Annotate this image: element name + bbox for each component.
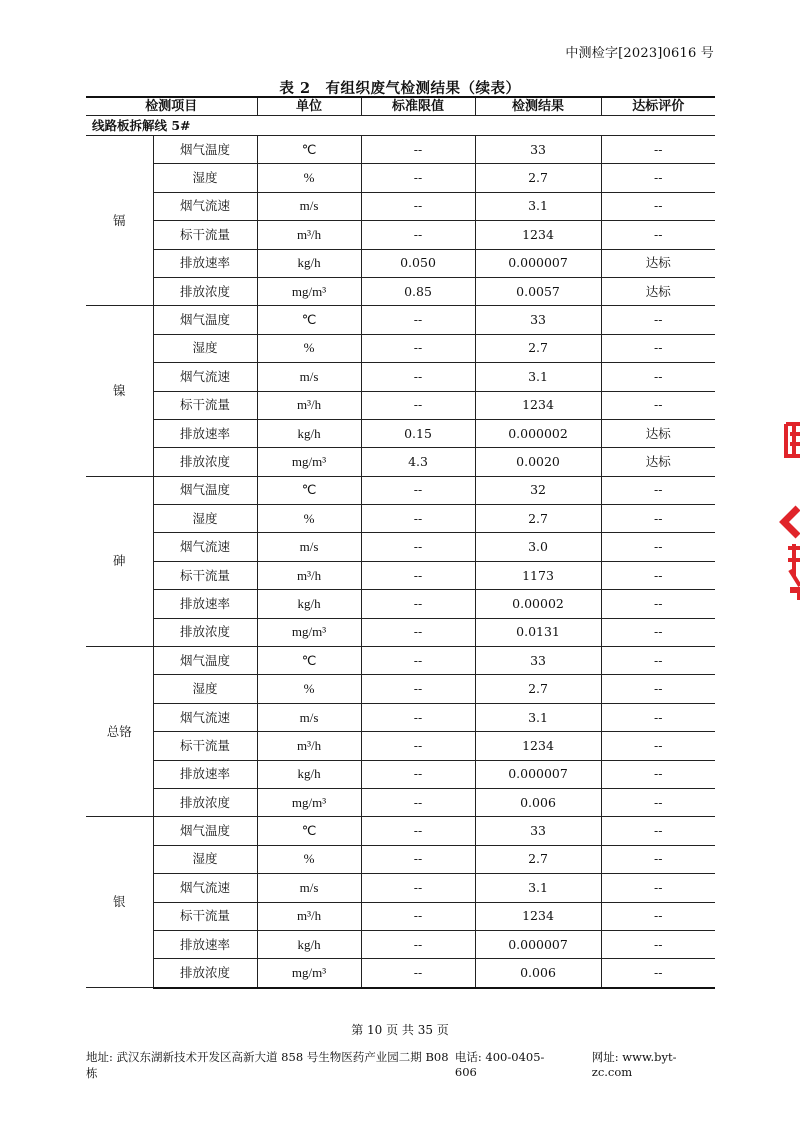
eval-cell: -- xyxy=(601,476,715,504)
table-row xyxy=(86,930,715,958)
element-name: 银 xyxy=(86,817,153,988)
limit-cell: -- xyxy=(361,817,475,845)
measure-item: 标干流量 xyxy=(153,221,257,249)
table-row xyxy=(86,476,715,504)
limit-cell: 4.3 xyxy=(361,448,475,476)
footer-phone: 电话: 400-0405-606 xyxy=(454,1050,545,1079)
eval-cell: 达标 xyxy=(601,277,715,305)
page-footer xyxy=(86,1049,714,1081)
measure-item: 烟气流速 xyxy=(153,874,257,902)
result-cell: 1234 xyxy=(475,732,601,760)
eval-cell: -- xyxy=(601,590,715,618)
eval-cell: -- xyxy=(601,505,715,533)
eval-cell: -- xyxy=(601,192,715,220)
element-name: 镍 xyxy=(86,306,153,476)
limit-cell: -- xyxy=(361,959,475,988)
measure-item: 排放浓度 xyxy=(153,959,257,988)
col-header-eval: 达标评价 xyxy=(601,97,715,116)
result-cell: 0.0057 xyxy=(475,277,601,305)
eval-cell: -- xyxy=(601,959,715,988)
table-row xyxy=(86,391,715,419)
limit-cell: 0.050 xyxy=(361,249,475,277)
unit-cell: kg/h xyxy=(257,590,361,618)
unit-cell: kg/h xyxy=(257,760,361,788)
unit-cell: m³/h xyxy=(257,902,361,930)
unit-cell: ℃ xyxy=(257,476,361,504)
limit-cell: -- xyxy=(361,533,475,561)
measure-item: 烟气温度 xyxy=(153,306,257,334)
limit-cell: -- xyxy=(361,760,475,788)
results-table xyxy=(86,96,715,989)
table-row xyxy=(86,192,715,220)
table-row xyxy=(86,703,715,731)
result-cell: 32 xyxy=(475,476,601,504)
table-row xyxy=(86,249,715,277)
unit-cell: m³/h xyxy=(257,561,361,589)
limit-cell: -- xyxy=(361,703,475,731)
unit-cell: mg/m³ xyxy=(257,448,361,476)
measure-item: 标干流量 xyxy=(153,561,257,589)
limit-cell: -- xyxy=(361,363,475,391)
result-cell: 3.0 xyxy=(475,533,601,561)
element-name: 砷 xyxy=(86,476,153,646)
eval-cell: -- xyxy=(601,675,715,703)
measure-item: 湿度 xyxy=(153,164,257,192)
measure-item: 烟气温度 xyxy=(153,476,257,504)
result-cell: 0.00002 xyxy=(475,590,601,618)
unit-cell: m/s xyxy=(257,874,361,902)
result-cell: 2.7 xyxy=(475,675,601,703)
limit-cell: -- xyxy=(361,647,475,675)
measure-item: 排放速率 xyxy=(153,419,257,447)
table-row xyxy=(86,505,715,533)
table-row xyxy=(86,221,715,249)
result-cell: 0.006 xyxy=(475,788,601,816)
eval-cell: -- xyxy=(601,533,715,561)
eval-cell: -- xyxy=(601,334,715,362)
eval-cell: 达标 xyxy=(601,448,715,476)
measure-item: 排放浓度 xyxy=(153,788,257,816)
table-body xyxy=(86,116,715,988)
eval-cell: -- xyxy=(601,703,715,731)
limit-cell: -- xyxy=(361,930,475,958)
eval-cell: -- xyxy=(601,164,715,192)
result-cell: 3.1 xyxy=(475,874,601,902)
unit-cell: % xyxy=(257,675,361,703)
limit-cell: 0.15 xyxy=(361,419,475,447)
eval-cell: -- xyxy=(601,874,715,902)
table-row xyxy=(86,788,715,816)
measure-item: 标干流量 xyxy=(153,902,257,930)
result-cell: 33 xyxy=(475,306,601,334)
limit-cell: -- xyxy=(361,618,475,646)
unit-cell: m/s xyxy=(257,192,361,220)
table-row xyxy=(86,902,715,930)
limit-cell: -- xyxy=(361,788,475,816)
limit-cell: -- xyxy=(361,590,475,618)
result-cell: 1173 xyxy=(475,561,601,589)
col-header-item: 检测项目 xyxy=(86,97,257,116)
measure-item: 湿度 xyxy=(153,675,257,703)
measure-item: 排放浓度 xyxy=(153,277,257,305)
result-cell: 0.000007 xyxy=(475,760,601,788)
table-row xyxy=(86,334,715,362)
eval-cell: -- xyxy=(601,391,715,419)
table-row xyxy=(86,448,715,476)
line-label-row xyxy=(86,116,715,136)
unit-cell: kg/h xyxy=(257,930,361,958)
seal-fragment-icon xyxy=(776,420,800,600)
measure-item: 烟气温度 xyxy=(153,136,257,164)
result-cell: 1234 xyxy=(475,391,601,419)
unit-cell: mg/m³ xyxy=(257,788,361,816)
eval-cell: -- xyxy=(601,221,715,249)
unit-cell: % xyxy=(257,845,361,873)
table-title: 表 2 有组织废气检测结果（续表） xyxy=(279,80,521,97)
unit-cell: kg/h xyxy=(257,419,361,447)
limit-cell: -- xyxy=(361,561,475,589)
measure-item: 湿度 xyxy=(153,334,257,362)
unit-cell: m³/h xyxy=(257,221,361,249)
table-row xyxy=(86,306,715,334)
limit-cell: -- xyxy=(361,476,475,504)
unit-cell: m/s xyxy=(257,703,361,731)
measure-item: 排放浓度 xyxy=(153,618,257,646)
eval-cell: 达标 xyxy=(601,419,715,447)
limit-cell: 0.85 xyxy=(361,277,475,305)
measure-item: 烟气温度 xyxy=(153,817,257,845)
table-row xyxy=(86,647,715,675)
footer-website: 网址: www.byt-zc.com xyxy=(591,1050,677,1079)
unit-cell: mg/m³ xyxy=(257,959,361,988)
line-label: 线路板拆解线 5# xyxy=(86,116,715,136)
unit-cell: kg/h xyxy=(257,249,361,277)
measure-item: 湿度 xyxy=(153,845,257,873)
unit-cell: mg/m³ xyxy=(257,277,361,305)
result-cell: 0.0131 xyxy=(475,618,601,646)
result-cell: 0.000007 xyxy=(475,930,601,958)
result-cell: 2.7 xyxy=(475,334,601,362)
result-cell: 33 xyxy=(475,817,601,845)
limit-cell: -- xyxy=(361,874,475,902)
unit-cell: ℃ xyxy=(257,817,361,845)
unit-cell: m³/h xyxy=(257,732,361,760)
result-cell: 2.7 xyxy=(475,505,601,533)
result-cell: 2.7 xyxy=(475,845,601,873)
unit-cell: m/s xyxy=(257,533,361,561)
table-row xyxy=(86,363,715,391)
eval-cell: -- xyxy=(601,561,715,589)
eval-cell: -- xyxy=(601,902,715,930)
col-header-result: 检测结果 xyxy=(475,97,601,116)
result-cell: 3.1 xyxy=(475,703,601,731)
eval-cell: 达标 xyxy=(601,249,715,277)
unit-cell: ℃ xyxy=(257,306,361,334)
report-number: 中测检字[2023]0616 号 xyxy=(565,46,714,61)
result-cell: 0.000007 xyxy=(475,249,601,277)
element-name: 总铬 xyxy=(86,647,153,817)
measure-item: 烟气流速 xyxy=(153,533,257,561)
unit-cell: % xyxy=(257,164,361,192)
unit-cell: m/s xyxy=(257,363,361,391)
col-header-unit: 单位 xyxy=(257,97,361,116)
unit-cell: ℃ xyxy=(257,647,361,675)
table-header-row xyxy=(86,97,715,116)
table-row xyxy=(86,533,715,561)
table-row xyxy=(86,760,715,788)
measure-item: 排放速率 xyxy=(153,249,257,277)
unit-cell: % xyxy=(257,334,361,362)
eval-cell: -- xyxy=(601,788,715,816)
result-cell: 33 xyxy=(475,647,601,675)
limit-cell: -- xyxy=(361,391,475,419)
limit-cell: -- xyxy=(361,845,475,873)
table-row xyxy=(86,732,715,760)
table-row xyxy=(86,817,715,845)
eval-cell: -- xyxy=(601,817,715,845)
measure-item: 排放速率 xyxy=(153,760,257,788)
result-cell: 33 xyxy=(475,136,601,164)
result-cell: 3.1 xyxy=(475,363,601,391)
eval-cell: -- xyxy=(601,760,715,788)
unit-cell: mg/m³ xyxy=(257,618,361,646)
measure-item: 标干流量 xyxy=(153,732,257,760)
eval-cell: -- xyxy=(601,363,715,391)
unit-cell: m³/h xyxy=(257,391,361,419)
eval-cell: -- xyxy=(601,306,715,334)
result-cell: 3.1 xyxy=(475,192,601,220)
limit-cell: -- xyxy=(361,732,475,760)
table-row xyxy=(86,561,715,589)
limit-cell: -- xyxy=(361,192,475,220)
limit-cell: -- xyxy=(361,164,475,192)
limit-cell: -- xyxy=(361,505,475,533)
col-header-limit: 标准限值 xyxy=(361,97,475,116)
limit-cell: -- xyxy=(361,334,475,362)
page-number: 第 10 页 共 35 页 xyxy=(351,1023,449,1037)
measure-item: 烟气流速 xyxy=(153,363,257,391)
element-name: 镉 xyxy=(86,136,153,306)
table-row xyxy=(86,277,715,305)
table-row xyxy=(86,164,715,192)
eval-cell: -- xyxy=(601,647,715,675)
result-cell: 2.7 xyxy=(475,164,601,192)
measure-item: 烟气流速 xyxy=(153,703,257,731)
limit-cell: -- xyxy=(361,675,475,703)
measure-item: 烟气流速 xyxy=(153,192,257,220)
result-cell: 0.0020 xyxy=(475,448,601,476)
measure-item: 排放浓度 xyxy=(153,448,257,476)
table-row xyxy=(86,959,715,988)
measure-item: 排放速率 xyxy=(153,590,257,618)
eval-cell: -- xyxy=(601,930,715,958)
limit-cell: -- xyxy=(361,221,475,249)
measure-item: 标干流量 xyxy=(153,391,257,419)
eval-cell: -- xyxy=(601,845,715,873)
result-cell: 1234 xyxy=(475,902,601,930)
unit-cell: % xyxy=(257,505,361,533)
result-cell: 1234 xyxy=(475,221,601,249)
table-row xyxy=(86,419,715,447)
table-row xyxy=(86,136,715,164)
unit-cell: ℃ xyxy=(257,136,361,164)
limit-cell: -- xyxy=(361,902,475,930)
limit-cell: -- xyxy=(361,136,475,164)
result-cell: 0.006 xyxy=(475,959,601,988)
table-row xyxy=(86,845,715,873)
measure-item: 湿度 xyxy=(153,505,257,533)
table-row xyxy=(86,618,715,646)
measure-item: 烟气温度 xyxy=(153,647,257,675)
eval-cell: -- xyxy=(601,732,715,760)
table-row xyxy=(86,675,715,703)
table-row xyxy=(86,874,715,902)
table-row xyxy=(86,590,715,618)
eval-cell: -- xyxy=(601,618,715,646)
eval-cell: -- xyxy=(601,136,715,164)
measure-item: 排放速率 xyxy=(153,930,257,958)
limit-cell: -- xyxy=(361,306,475,334)
footer-address: 地址: 武汉东湖新技术开发区高新大道 858 号生物医药产业园二期 B08 栋 xyxy=(86,1050,449,1080)
result-cell: 0.000002 xyxy=(475,419,601,447)
